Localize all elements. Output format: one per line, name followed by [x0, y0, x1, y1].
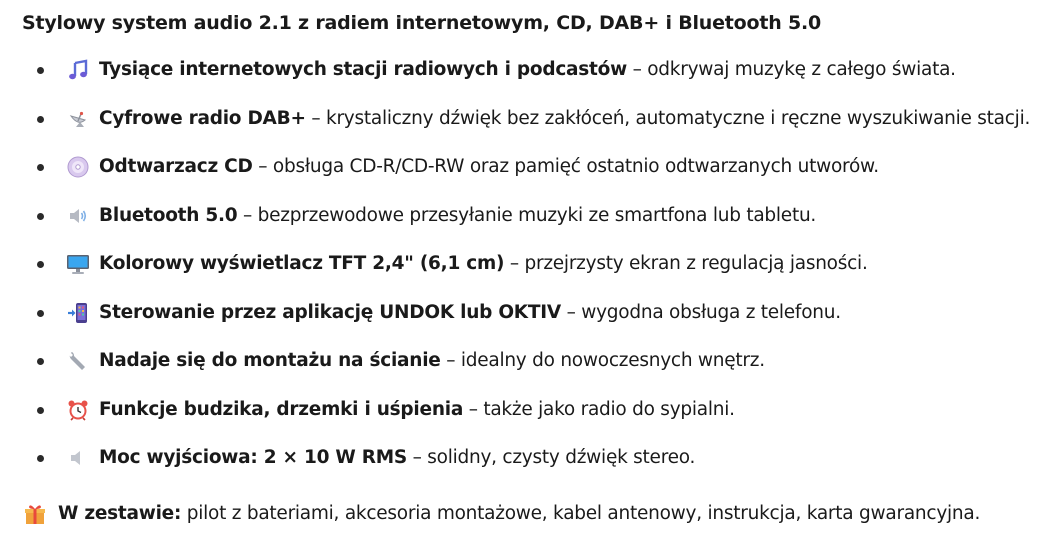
- feature-title: Nadaje się do montażu na ścianie: [99, 350, 441, 372]
- bullet-icon: [37, 310, 44, 317]
- separator: –: [463, 398, 484, 420]
- feature-text: solidny, czysty dźwięk stereo.: [427, 447, 696, 469]
- feature-text: obsługa CD-R/CD-RW oraz pamięć ostatnio odtwarzanych utworów.: [272, 156, 879, 178]
- separator: –: [504, 253, 525, 275]
- optical-disc-icon: [65, 155, 91, 179]
- feature-text: także jako radio do sypialni.: [483, 398, 735, 420]
- separator: –: [406, 447, 428, 469]
- list-item: [22, 289, 1045, 338]
- feature-text: krystaliczny dźwięk bez zakłóceń, automatyczne i ręczne wyszukiwanie stacji.: [325, 107, 1031, 129]
- feature-title: Cyfrowe radio DAB+: [99, 107, 306, 129]
- feature-text: przejrzysty ekran z regulacją jasności.: [524, 253, 868, 275]
- feature-text: idealny do nowoczesnych wnętrz.: [460, 350, 765, 372]
- bullet-icon: [37, 213, 44, 220]
- package-contents-label: W zestawie:: [58, 503, 182, 524]
- feature-title: Bluetooth 5.0: [99, 204, 238, 226]
- list-item: [22, 143, 1045, 192]
- separator: –: [252, 156, 273, 178]
- feature-text: odkrywaj muzykę z całego świata.: [647, 59, 956, 81]
- wrench-icon: [65, 349, 91, 373]
- bullet-icon: [37, 358, 44, 365]
- package-contents: [22, 501, 980, 527]
- list-item: [22, 192, 1045, 241]
- feature-list: [22, 46, 1045, 483]
- satellite-antenna-icon: [65, 107, 91, 131]
- feature-title: Moc wyjściowa: 2 × 10 W RMS: [99, 447, 407, 469]
- desktop-computer-icon: [65, 252, 91, 276]
- separator: –: [305, 107, 326, 129]
- separator: –: [237, 204, 258, 226]
- feature-title: Kolorowy wyświetlacz TFT 2,4" (6,1 cm): [99, 253, 505, 275]
- bullet-icon: [37, 455, 44, 462]
- wrapped-gift-icon: [22, 502, 48, 526]
- bullet-icon: [37, 116, 44, 123]
- feature-text: bezprzewodowe przesyłanie muzyki ze smartfona lub tabletu.: [257, 204, 817, 226]
- list-item: [22, 95, 1045, 144]
- bullet-icon: [37, 261, 44, 268]
- mobile-phone-arrow-icon: [65, 301, 91, 325]
- bullet-icon: [37, 164, 44, 171]
- separator: –: [440, 350, 461, 372]
- package-contents-text: pilot z bateriami, akcesoria montażowe, kabel antenowy, instrukcja, karta gwarancyjna.: [186, 503, 981, 524]
- separator: –: [626, 59, 648, 81]
- list-item: [22, 240, 1045, 289]
- musical-notes-icon: [65, 58, 91, 82]
- page-title: Stylowy system audio 2.1 z radiem internetowym, CD, DAB+ i Bluetooth 5.0: [22, 12, 822, 34]
- feature-title: Funkcje budzika, drzemki i uśpienia: [99, 398, 464, 420]
- separator: –: [560, 301, 582, 323]
- feature-title: Odtwarzacz CD: [99, 156, 253, 178]
- feature-title: Tysiące internetowych stacji radiowych i podcastów: [99, 59, 627, 81]
- feature-text: wygodna obsługa z telefonu.: [581, 301, 841, 323]
- bullet-icon: [37, 67, 44, 74]
- feature-title: Sterowanie przez aplikację UNDOK lub OKTIV: [99, 301, 561, 323]
- speaker-high-volume-icon: [65, 204, 91, 228]
- list-item: [22, 46, 1045, 95]
- alarm-clock-icon: [65, 398, 91, 422]
- list-item: [22, 337, 1045, 386]
- speaker-low-volume-icon: [65, 446, 91, 470]
- bullet-icon: [37, 407, 44, 414]
- list-item: [22, 386, 1045, 435]
- list-item: [22, 434, 1045, 483]
